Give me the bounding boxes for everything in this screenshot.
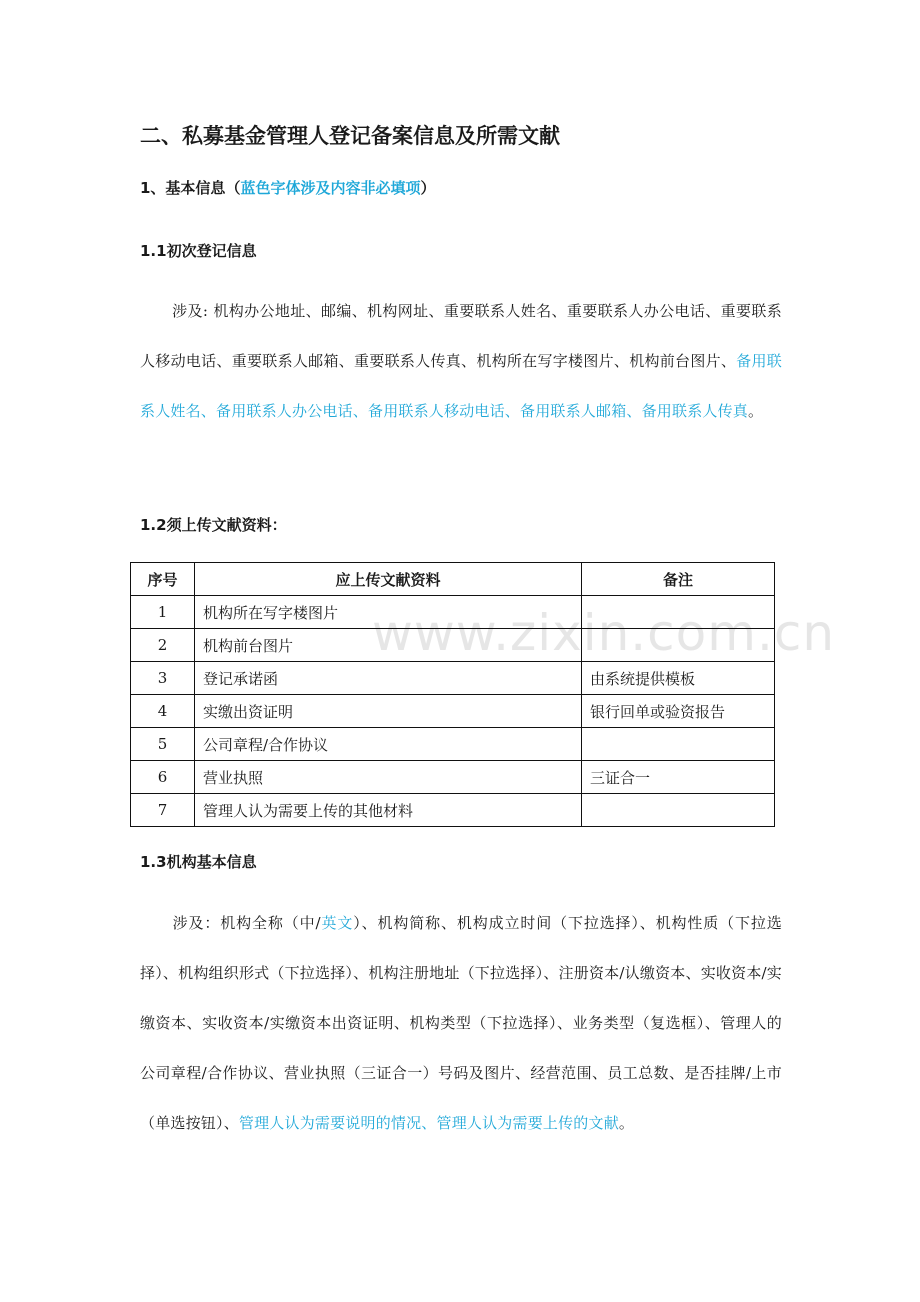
page-title: 二、私募基金管理人登记备案信息及所需文献 [140, 124, 560, 148]
section-1-3-text-a: 涉及：机构全称（中/ [172, 914, 321, 932]
row-note [582, 794, 775, 827]
row-number: 2 [131, 629, 195, 662]
row-note [582, 629, 775, 662]
header-document: 应上传文献资料 [195, 563, 582, 596]
row-number: 3 [131, 662, 195, 695]
table-row [131, 629, 775, 662]
table-row [131, 728, 775, 761]
watermark: www.zixin.com.cn [372, 604, 836, 662]
row-document: 管理人认为需要上传的其他材料 [195, 794, 582, 827]
table-row [131, 794, 775, 827]
table-row [131, 695, 775, 728]
section-1-heading-prefix: 1、基本信息（ [140, 179, 241, 197]
section-1-3-end: 。 [618, 1114, 635, 1132]
section-1-1-heading: 1.1初次登记信息 [140, 242, 257, 260]
row-note [582, 728, 775, 761]
row-document: 机构所在写字楼图片 [195, 596, 582, 629]
section-1-1-end: 。 [748, 402, 764, 420]
section-1-3-paragraph [140, 898, 782, 1148]
row-document: 公司章程/合作协议 [195, 728, 582, 761]
table-row [131, 662, 775, 695]
table-header-row [131, 563, 775, 596]
row-note: 银行回单或验资报告 [582, 695, 775, 728]
section-1-1-required-fields: 涉及: 机构办公地址、邮编、机构网址、重要联系人姓名、重要联系人办公电话、重要联系人移动电话、重要联系人邮箱、重要联系人传真、机构所在写字楼图片、机构前台图片、 [140, 302, 782, 370]
section-1-3-optional-fields: 管理人认为需要说明的情况、管理人认为需要上传的文献 [238, 1114, 619, 1132]
header-number: 序号 [131, 563, 195, 596]
section-1-3-heading: 1.3机构基本信息 [140, 853, 257, 871]
section-1-heading-suffix: ） [420, 179, 436, 197]
header-note: 备注 [582, 563, 775, 596]
section-1-1-paragraph [140, 286, 782, 436]
row-note [582, 596, 775, 629]
section-1-heading [140, 177, 435, 198]
row-number: 5 [131, 728, 195, 761]
row-number: 1 [131, 596, 195, 629]
row-document: 登记承诺函 [195, 662, 582, 695]
section-1-heading-note: 蓝色字体涉及内容非必填项 [240, 179, 421, 197]
row-number: 4 [131, 695, 195, 728]
section-1-1-optional-fields: 备用联系人姓名、备用联系人办公电话、备用联系人移动电话、备用联系人邮箱、备用联系人传真 [140, 352, 782, 420]
table-row [131, 596, 775, 629]
row-note: 由系统提供模板 [582, 662, 775, 695]
section-1-3-english-name: 英文 [320, 914, 354, 932]
row-document: 实缴出资证明 [195, 695, 582, 728]
table-row [131, 761, 775, 794]
row-document: 营业执照 [195, 761, 582, 794]
documents-table [130, 562, 775, 827]
row-note: 三证合一 [582, 761, 775, 794]
section-1-3-text-b: ）、机构简称、机构成立时间（下拉选择）、机构性质（下拉选择）、机构组织形式（下拉选择）、机构注册地址（下拉选择）、注册资本/认缴资本、实收资本/实缴资本、实收资本/实缴资本出资证明、机构类型（下拉选择）、业务类型（复选框）、管理人的公司章程/合作协议、营业执照（三证合一）号码及图片、经营范围、员工总数、是否挂牌/上市（单选按钮）、 [140, 914, 782, 1132]
section-1-2-heading: 1.2须上传文献资料： [140, 516, 287, 534]
row-number: 7 [131, 794, 195, 827]
row-number: 6 [131, 761, 195, 794]
row-document: 机构前台图片 [195, 629, 582, 662]
